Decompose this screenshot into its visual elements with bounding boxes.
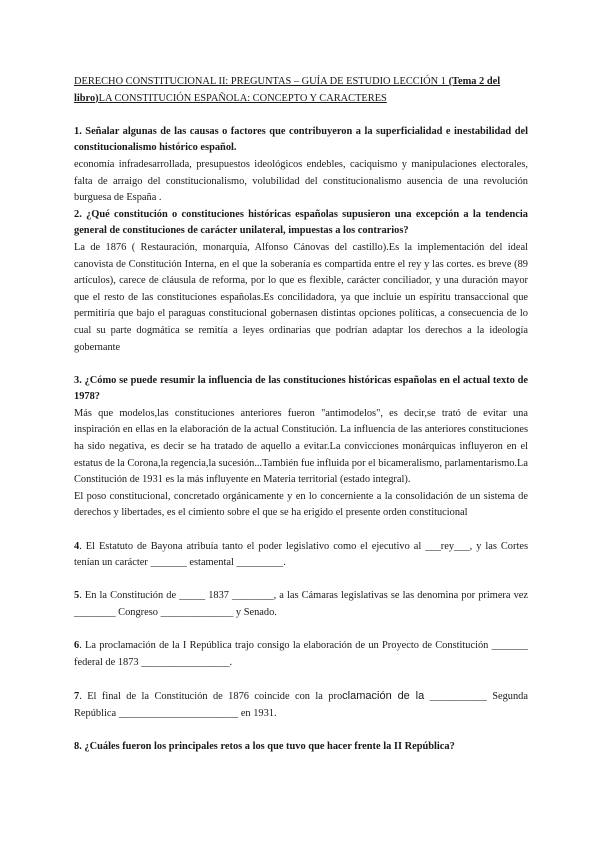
question-7-text-c: ___________ Segunda República _______________________ en 1931. bbox=[74, 690, 528, 719]
title-topic: LA CONSTITUCIÓN ESPAÑOLA: CONCEPTO Y CARACTERES bbox=[98, 92, 387, 104]
question-7 bbox=[74, 688, 528, 722]
question-8: 8. ¿Cuáles fueron los principales retos a los que tuvo que hacer frente la II República? bbox=[74, 740, 455, 752]
spacer bbox=[74, 622, 528, 639]
question-7-text-a: . El final de la Constitución de 1876 coincide con la pro bbox=[79, 690, 343, 702]
answer-1: economía infradesarrollada, presupuestos ideológicos endebles, caciquismo y manipulaciones electorales, falta de arraigo del constitucionalismo, volubilidad del constitucionalismo ausencia de una revolución burguesa de España . bbox=[74, 158, 528, 204]
question-4 bbox=[74, 539, 528, 572]
question-4-number: 4 bbox=[74, 540, 80, 552]
spacer bbox=[74, 522, 528, 539]
title-course: DERECHO CONSTITUCIONAL II: PREGUNTAS – GUÍA DE ESTUDIO LECCIÓN 1 bbox=[74, 76, 449, 87]
spacer bbox=[74, 671, 528, 688]
question-6 bbox=[74, 638, 528, 671]
question-7-number: 7 bbox=[74, 690, 80, 702]
answer-2: La de 1876 ( Restauración, monarquía, Alfonso Cánovas del castillo).Es la implementación del ideal canovista de Constitución Interna, en el que la soberanía es compartida entre el rey y las cortes. es breve (89 artículos), carece de cláusula de reforma, por lo que es flexible, carácter conciliador, y una duración mayor que el resto de las constituciones españolas.Es concilidadora, ya que incluie un espíritu transaccional que permitiría que bajo el paraguas constitucional gobernasen distintas opciones políticas, a consecuencia de lo cual su parte dogmática se remitía a leyes ordinarias que podrían adaptar los derechos a la ideología gobernante bbox=[74, 241, 528, 353]
question-2: 2. ¿Qué constitución o constituciones históricas españolas supusieron una excepción a la tendencia general de constituciones de carácter unilateral, impuestas a los contrarios? bbox=[74, 208, 528, 237]
document-page bbox=[74, 74, 528, 755]
question-6-number: 6 bbox=[74, 640, 80, 652]
question-5-number: 5 bbox=[74, 590, 80, 602]
spacer bbox=[74, 356, 528, 373]
question-4-text: . El Estatuto de Bayona atribuía tanto el poder legislativo como el ejecutivo al ___rey___, y las Cortes tenían un carácter _______ estamental _________. bbox=[74, 540, 528, 569]
document-title bbox=[74, 74, 528, 107]
answer-3-paragraph-1: Más que modelos,las constituciones anteriores fueron "antimodelos", es decir,se trató de evitar una inspiración en ellas en la elaboración de la actual Constitución. La influencia de las anteriores constituciones ha sido negativa, es decir se ha tratado de aquello a evitar.La convicciones monárquicas influyeron en el estatus de la Corona,la regencia,la sucesión...También fue influida por el bicameralismo, parlamentarismo.La Constitución de 1931 es la más influyente en Materia territorial (estado integral). bbox=[74, 407, 528, 486]
title-book-ref: (Tema 2 del libro) bbox=[74, 76, 501, 104]
spacer bbox=[74, 722, 528, 739]
question-3: 3. ¿Cómo se puede resumir la influencia de las constituciones históricas españolas en el actual texto de 1978? bbox=[74, 374, 528, 403]
question-7-text-b: clamación de la bbox=[342, 689, 425, 702]
spacer bbox=[74, 107, 528, 124]
answer-3-paragraph-2: El poso constitucional, concretado orgánicamente y en lo concerniente a la consolidación de un sistema de derechos y libertades, es el cimiento sobre el que se ha erigido el presente orden constitucional bbox=[74, 490, 528, 519]
spacer bbox=[74, 572, 528, 589]
question-5 bbox=[74, 588, 528, 621]
question-6-text: . La proclamación de la I República trajo consigo la elaboración de un Proyecto de Constitución _______ federal de 1873 _________________. bbox=[74, 640, 528, 668]
question-1: 1. Señalar algunas de las causas o factores que contribuyeron a la superficialidad e inestabilidad del constitucionalismo histórico español. bbox=[74, 125, 528, 154]
question-5-text: . En la Constitución de _____ 1837 ________, a las Cámaras legislativas se las denomina por primera vez ________ Congreso ______________ y Senado. bbox=[74, 590, 528, 618]
